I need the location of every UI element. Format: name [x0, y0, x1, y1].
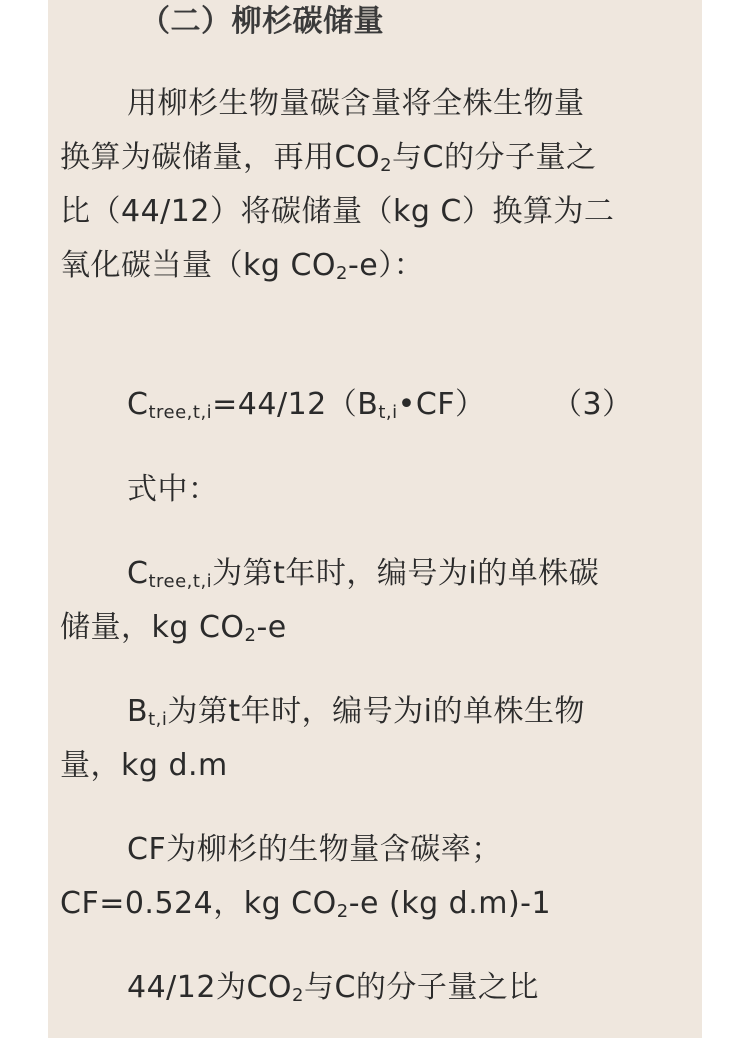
equation-line	[127, 385, 486, 425]
definition-text: 为第t年时，编号为i的单株生物	[167, 694, 585, 729]
equation-number: （3）	[552, 387, 633, 422]
where-label: 式中：	[127, 472, 219, 507]
text-segment: 储量，kg CO	[60, 610, 245, 645]
text-segment: 与C的分子量之	[392, 140, 597, 175]
subscript: 2	[336, 901, 349, 922]
paragraph-line-1: 用柳杉生物量碳含量将全株生物量	[127, 86, 585, 121]
text-segment: 换算为碳储量，再用CO	[60, 140, 381, 175]
text-segment: 与C的分子量之比	[303, 970, 539, 1005]
subscript: 2	[244, 625, 257, 646]
text-segment: 44/12为CO	[127, 970, 293, 1005]
subscript: 2	[292, 985, 304, 1006]
subscript: t,i	[378, 402, 398, 423]
equation-text: =44/12（B	[212, 387, 379, 422]
subscript: 2	[336, 263, 348, 284]
definition-c-line-2	[60, 608, 287, 648]
text-segment: -e）：	[347, 248, 425, 283]
subscript: 2	[380, 155, 393, 176]
text-segment: CF=0.524，kg CO	[60, 886, 337, 921]
subscript: tree,t,i	[148, 402, 213, 423]
definition-c-line-1	[127, 554, 599, 594]
text-segment: 氧化碳当量（kg CO	[60, 248, 337, 283]
definition-text: 为第t年时，编号为i的单株碳	[212, 556, 600, 591]
text-segment: -e	[256, 610, 287, 645]
definition-cf-line-1: CF为柳杉的生物量含碳率；	[127, 832, 502, 867]
subscript: t,i	[148, 709, 168, 730]
equation-symbol: C	[127, 387, 149, 422]
definition-b-line-2: 量，kg d.m	[60, 748, 228, 783]
definition-cf-line-2	[60, 884, 551, 924]
text-segment: -e (kg d.m)-1	[348, 886, 552, 921]
definition-symbol: C	[127, 556, 149, 591]
section-heading: （二）柳杉碳储量	[140, 4, 384, 39]
subscript: tree,t,i	[148, 571, 213, 592]
definition-b-line-1	[127, 692, 585, 732]
definition-ratio	[127, 968, 539, 1008]
paragraph-line-2	[60, 138, 596, 178]
paragraph-line-3: 比（44/12）将碳储量（kg C）换算为二	[60, 194, 615, 229]
paragraph-line-4	[60, 246, 424, 286]
equation-text: •CF）	[397, 387, 486, 422]
definition-symbol: B	[127, 694, 149, 729]
